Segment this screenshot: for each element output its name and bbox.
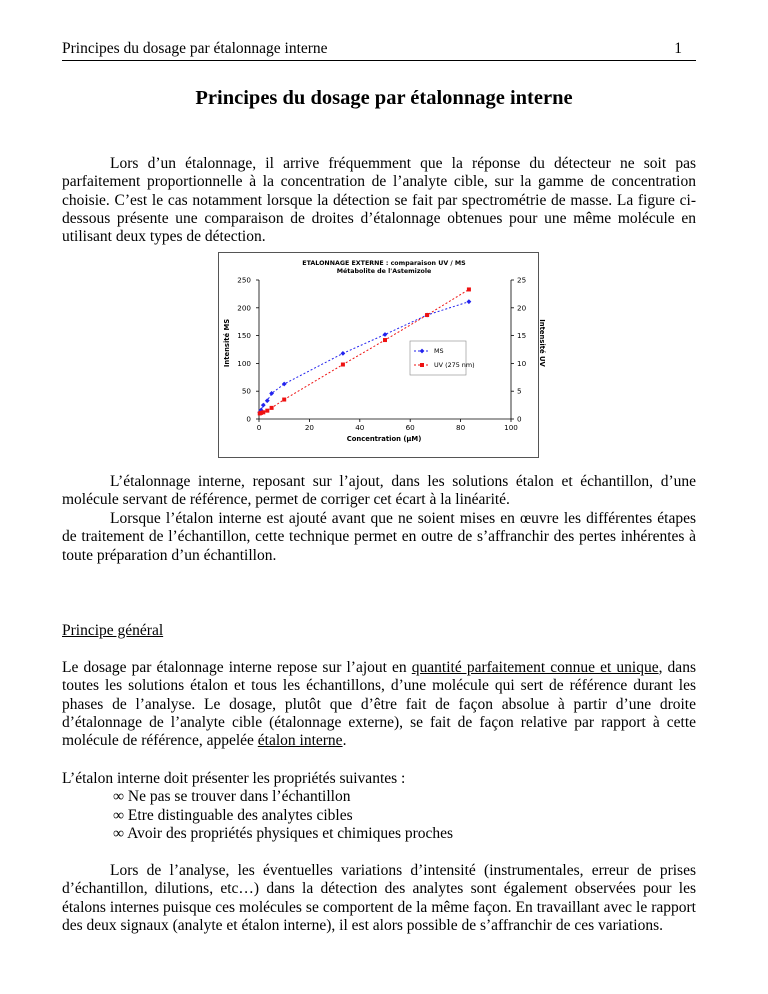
uv-data-point — [270, 406, 274, 410]
y2-tick-label: 5 — [517, 386, 522, 396]
legend-label: UV (275 nm) — [434, 361, 475, 370]
intro-paragraph: Lors d’un étalonnage, il arrive fréquemment que la réponse du détecteur ne soit pas parfaitement proportionnelle à la concentration de l’analyte cible, sur la gamme de concentration choisie. C’est le cas notamment lorsque la détection se fait par spectrométrie de masse. La figure ci-dessous présente une comparaison de droites d’étalonnage obtenues pour une même molécule en utilisant deux types de détection. — [62, 155, 696, 246]
legend-marker — [420, 363, 424, 367]
y-tick-label: 0 — [246, 414, 251, 424]
ms-data-point — [265, 398, 270, 403]
x-tick-label: 80 — [456, 423, 466, 432]
ms-data-point — [467, 299, 472, 304]
paragraph-2a: L’étalonnage interne, reposant sur l’ajout, dans les solutions étalon et échantillon, d’une molécule servant de référence, permet de corriger cet écart à la linéarité. — [62, 473, 696, 509]
x-tick-label: 20 — [304, 423, 314, 432]
y2-tick-label: 15 — [517, 331, 527, 341]
y-tick-label: 250 — [237, 275, 251, 285]
chart-subtitle: Métabolite de l'Astemizole — [336, 268, 432, 275]
y2-tick-label: 10 — [517, 358, 527, 368]
document-title: Principes du dosage par étalonnage interne — [195, 87, 573, 109]
running-title: Principes du dosage par étalonnage interne — [62, 40, 328, 57]
uv-data-point — [341, 363, 345, 367]
uv-data-point — [265, 409, 269, 413]
y2-axis-label: Intensité UV — [538, 319, 546, 367]
x-tick-label: 100 — [504, 423, 518, 432]
property-item: ∞ Etre distinguable des analytes cibles — [113, 806, 353, 824]
y2-tick-label: 0 — [517, 414, 522, 424]
ms-data-point — [282, 382, 287, 387]
ms-data-point — [341, 351, 346, 356]
uv-data-point — [467, 287, 471, 291]
property-item: ∞ Avoir des propriétés physiques et chimiques proches — [113, 824, 454, 842]
last-paragraph: Lors de l’analyse, les éventuelles variations d’intensité (instrumentales, erreur de prises d’échantillon, dilutions, etc…) dans la détection des analytes sont également observées pour les étalons internes puisque ces molécules se comportent de la même façon. En travaillant avec le rapport des deux signaux (analyte et étalon interne), il est alors possible de s’affranchir de ces variations. — [62, 862, 696, 934]
paragraph-2b: Lorsque l’étalon interne est ajouté avant que ne soient mises en œuvre les différentes étapes de traitement de l’échantillon, cette technique permet en outre de s’affranchir des pertes inhérentes à toute préparation d’un échantillon. — [62, 510, 696, 564]
x-tick-label: 0 — [256, 423, 262, 432]
uv-data-point — [425, 313, 429, 317]
uv-data-point — [261, 410, 265, 414]
y2-tick-label: 20 — [517, 303, 527, 313]
y-tick-label: 100 — [237, 358, 251, 368]
uv-data-point — [282, 398, 286, 402]
principe-underline-2: étalon interne — [257, 732, 343, 750]
x-axis-label: Concentration (µM) — [346, 435, 422, 443]
section-title: Principe général — [62, 622, 164, 639]
chart-title: ETALONNAGE EXTERNE : comparaison UV / MS — [302, 260, 466, 267]
calibration-chart — [218, 252, 546, 458]
legend-label: MS — [434, 347, 444, 356]
principe-text-1: Le dosage par étalonnage interne repose sur l’ajout en — [62, 659, 412, 676]
principe-text-2: , dans toutes les solutions étalon et tous les échantillons, d’une molécule qui sert de référence durant les phases de l’analyse. Le dosage, plutôt que d’être fait de façon absolue à partir d’une droite d’étalonnage de l’analyte cible (étalonnage externe), se fait de façon relative par rapport à cette molécule de référence, appelée — [62, 659, 696, 750]
legend-box — [410, 341, 466, 375]
chart-svg — [219, 253, 546, 457]
principe-paragraph — [62, 659, 696, 750]
y-axis-label: Intensité MS — [223, 318, 231, 368]
page-number: 1 — [674, 40, 682, 57]
y-tick-label: 50 — [241, 386, 251, 396]
chart-legend — [410, 341, 475, 375]
property-item: ∞ Ne pas se trouver dans l’échantillon — [113, 788, 351, 806]
y-tick-label: 200 — [237, 303, 251, 313]
y-tick-label: 150 — [237, 331, 251, 341]
principe-text-3: . — [342, 732, 347, 750]
y2-tick-label: 25 — [517, 275, 527, 285]
page-header — [62, 40, 696, 61]
ms-data-point — [383, 332, 388, 337]
principe-underline-1: quantité parfaitement connue et unique — [411, 659, 659, 676]
properties-intro: L’étalon interne doit présenter les propriétés suivantes : — [62, 770, 406, 787]
x-tick-label: 40 — [355, 423, 365, 432]
x-tick-label: 60 — [405, 423, 415, 432]
uv-data-point — [383, 338, 387, 342]
ms-data-point — [261, 403, 266, 408]
properties-list — [62, 770, 696, 843]
chart-axes — [237, 276, 526, 433]
